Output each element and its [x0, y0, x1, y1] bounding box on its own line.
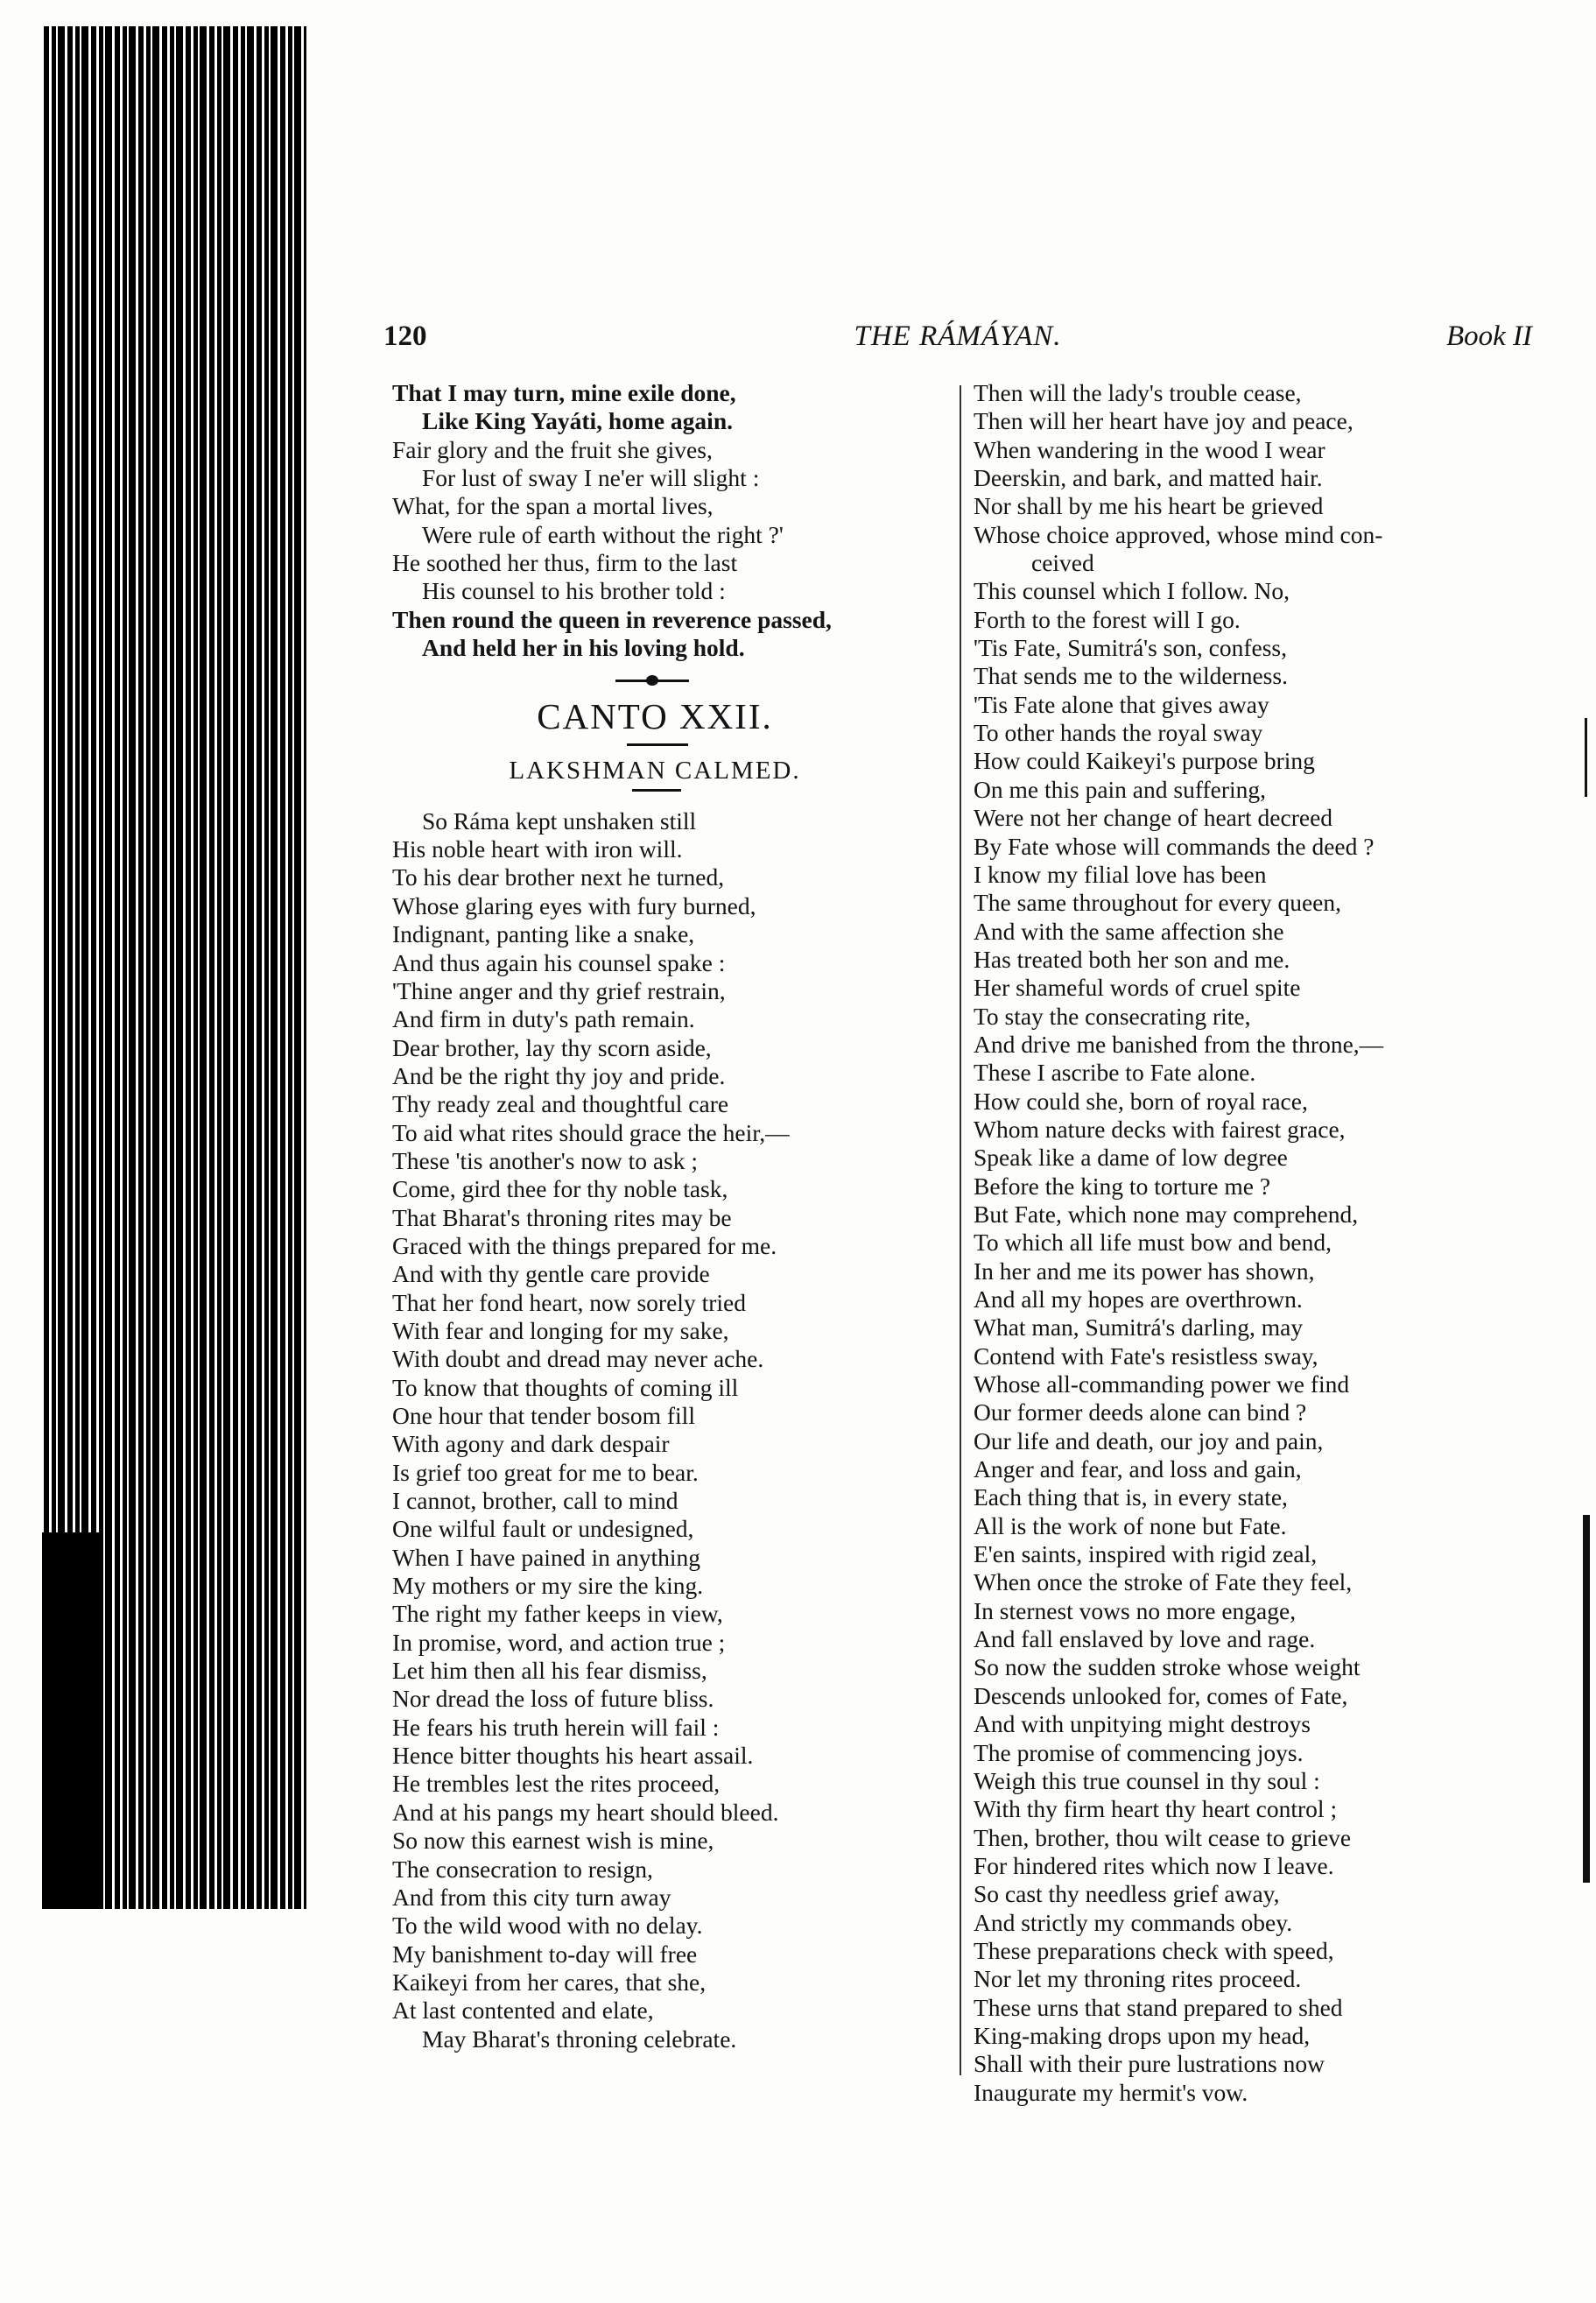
verse-line: How could she, born of royal race,	[974, 1087, 1308, 1115]
verse-line: Contend with Fate's resistless sway,	[974, 1342, 1318, 1370]
verse-line: And fall enslaved by love and rage.	[974, 1625, 1316, 1653]
verse-line: And from this city turn away	[392, 1883, 671, 1911]
verse-line: And strictly my commands obey.	[974, 1908, 1293, 1936]
verse-line: What, for the span a mortal lives,	[392, 492, 714, 520]
verse-line: With fear and longing for my sake,	[392, 1316, 729, 1344]
verse-line: Our former deeds alone can bind ?	[974, 1398, 1307, 1426]
verse-line: Descends unlooked for, comes of Fate,	[974, 1681, 1348, 1709]
verse-line: When wandering in the wood I wear	[974, 435, 1325, 463]
verse-line: Hence bitter thoughts his heart assail.	[392, 1742, 754, 1770]
canto-subtitle: LAKSHMAN CALMED.	[509, 757, 801, 785]
verse-block-top	[392, 379, 953, 662]
verse-line: Weigh this true counsel in thy soul :	[974, 1766, 1320, 1794]
verse-line: Fair glory and the fruit she gives,	[392, 435, 713, 463]
verse-line: Whom nature decks with fairest grace,	[974, 1115, 1346, 1143]
verse-line: All is the work of none but Fate.	[974, 1511, 1287, 1539]
verse-line: King-making drops upon my head,	[974, 2021, 1311, 2049]
page-header	[383, 315, 1532, 359]
verse-line: The right my father keeps in view,	[392, 1600, 723, 1628]
verse-line: I cannot, brother, call to mind	[392, 1487, 678, 1515]
verse-line: My mothers or my sire the king.	[392, 1572, 704, 1600]
verse-line: Nor dread the loss of future bliss.	[392, 1685, 714, 1713]
book-binding-shadow	[42, 1532, 103, 1909]
verse-line: Kaikeyi from her cares, that she,	[392, 1968, 707, 1996]
verse-line: Forth to the forest will I go.	[974, 605, 1241, 633]
verse-line: And be the right thy joy and pride.	[392, 1061, 726, 1089]
verse-line: How could Kaikeyi's purpose bring	[974, 747, 1315, 775]
verse-line: My banishment to-day will free	[392, 1940, 698, 1968]
verse-line: Each thing that is, in every state,	[974, 1483, 1288, 1511]
verse-line: The consecration to resign,	[392, 1855, 653, 1883]
verse-line: Were rule of earth without the right ?'	[422, 520, 784, 548]
column-divider	[960, 385, 961, 2075]
verse-line: He trembles lest the rites proceed,	[392, 1770, 721, 1798]
verse-line: Then will the lady's trouble cease,	[974, 379, 1302, 406]
verse-line: One hour that tender bosom fill	[392, 1402, 695, 1429]
subtitle-rule	[632, 789, 681, 792]
verse-line: With agony and dark despair	[392, 1430, 670, 1458]
verse-line: On me this pain and suffering,	[974, 775, 1267, 803]
verse-line: To aid what rites should grace the heir,—	[392, 1118, 790, 1146]
verse-line: Nor let my throning rites proceed.	[974, 1965, 1302, 1993]
verse-line: To the wild wood with no delay.	[392, 1912, 703, 1940]
verse-line: Graced with the things prepared for me.	[392, 1231, 777, 1259]
verse-line: So now this earnest wish is mine,	[392, 1827, 714, 1855]
verse-line: And thus again his counsel spake :	[392, 948, 726, 976]
verse-line: He fears his truth herein will fail :	[392, 1713, 720, 1741]
verse-line: Inaugurate my hermit's vow.	[974, 2078, 1248, 2106]
verse-line: At last contented and elate,	[392, 1997, 654, 2025]
verse-line: Speak like a dame of low degree	[974, 1144, 1288, 1172]
verse-line: These 'tis another's now to ask ;	[392, 1146, 699, 1174]
page-edge-mark	[1585, 718, 1587, 797]
verse-line: Has treated both her son and me.	[974, 945, 1290, 973]
verse-line: So now the sudden stroke whose weight	[974, 1653, 1360, 1681]
verse-line: Were not her change of heart decreed	[974, 804, 1333, 832]
verse-line: Whose glaring eyes with fury burned,	[392, 891, 756, 919]
verse-line: Is grief too great for me to bear.	[392, 1458, 699, 1486]
verse-line: That sends me to the wilderness.	[974, 662, 1288, 690]
verse-line: Then will her heart have joy and peace,	[974, 407, 1353, 435]
verse-line: What man, Sumitrá's darling, may	[974, 1313, 1304, 1342]
verse-line: Thy ready zeal and thoughtful care	[392, 1090, 729, 1118]
verse-line: Her shameful words of cruel spite	[974, 974, 1301, 1002]
verse-line: Like King Yayáti, home again.	[422, 407, 733, 435]
verse-line: And with unpitying might destroys	[974, 1710, 1311, 1738]
page-edge-mark	[1583, 1515, 1590, 1883]
verse-line: And with the same affection she	[974, 917, 1284, 945]
verse-line: Our life and death, our joy and pain,	[974, 1426, 1324, 1454]
verse-line: So cast thy needless grief away,	[974, 1880, 1280, 1908]
verse-line: These preparations check with speed,	[974, 1936, 1334, 1964]
verse-line: That I may turn, mine exile done,	[392, 379, 736, 406]
verse-line: May Bharat's throning celebrate.	[422, 2025, 737, 2053]
section-ornament	[615, 680, 689, 682]
verse-line: Come, gird thee for thy noble task,	[392, 1175, 728, 1203]
verse-line: Indignant, panting like a snake,	[392, 920, 695, 948]
verse-line: With thy firm heart thy heart control ;	[974, 1795, 1338, 1823]
title-rule	[627, 743, 688, 746]
verse-line: To which all life must bow and bend,	[974, 1229, 1332, 1257]
verse-line: Then round the queen in reverence passed,	[392, 605, 832, 633]
verse-line: Deerskin, and bark, and matted hair.	[974, 464, 1323, 492]
verse-line: Let him then all his fear dismiss,	[392, 1657, 707, 1685]
verse-line: But Fate, which none may comprehend,	[974, 1200, 1359, 1228]
verse-line: And held her in his loving hold.	[422, 634, 745, 662]
verse-line: So Ráma kept unshaken still	[422, 806, 697, 835]
verse-line: Shall with their pure lustrations now	[974, 2050, 1325, 2078]
verse-line: 'Tis Fate, Sumitrá's son, confess,	[974, 634, 1288, 662]
page-number: 120	[383, 320, 427, 352]
verse-line: E'en saints, inspired with rigid zeal,	[974, 1540, 1318, 1568]
verse-line: 'Tis Fate alone that gives away	[974, 690, 1269, 718]
verse-line: ceived	[1031, 549, 1094, 577]
verse-line: Nor shall by me his heart be grieved	[974, 492, 1324, 520]
canto-title: CANTO XXII.	[537, 696, 773, 737]
verse-line: The same throughout for every queen,	[974, 889, 1341, 917]
verse-line: To his dear brother next he turned,	[392, 863, 725, 891]
verse-line: For lust of sway I ne'er will slight :	[422, 464, 760, 492]
verse-line: His noble heart with iron will.	[392, 835, 683, 863]
verse-line: And with thy gentle care provide	[392, 1260, 710, 1288]
verse-line: That her fond heart, now sorely tried	[392, 1288, 746, 1316]
verse-line: One wilful fault or undesigned,	[392, 1515, 694, 1543]
verse-line: He soothed her thus, firm to the last	[392, 549, 738, 577]
verse-line: Whose choice approved, whose mind con-	[974, 520, 1383, 548]
verse-line: In sternest vows no more engage,	[974, 1596, 1297, 1624]
book-label: Book II	[1445, 320, 1532, 352]
verse-line: Whose all-commanding power we find	[974, 1370, 1350, 1398]
verse-line: Before the king to torture me ?	[974, 1172, 1271, 1200]
verse-line: Dear brother, lay thy scorn aside,	[392, 1033, 712, 1061]
verse-block-canto	[392, 807, 953, 2053]
verse-line: And firm in duty's path remain.	[392, 1005, 695, 1033]
verse-line: This counsel which I follow. No,	[974, 577, 1290, 605]
verse-line: 'Thine anger and thy grief restrain,	[392, 976, 726, 1004]
verse-line: These I ascribe to Fate alone.	[974, 1059, 1256, 1087]
verse-line: These urns that stand prepared to shed	[974, 1993, 1343, 2021]
verse-line: That Bharat's throning rites may be	[392, 1203, 732, 1231]
verse-line: When I have pained in anything	[392, 1543, 701, 1571]
verse-block-right	[974, 379, 1543, 2107]
verse-line: I know my filial love has been	[974, 860, 1267, 888]
verse-line: The promise of commencing joys.	[974, 1738, 1304, 1766]
right-column	[974, 379, 1543, 2107]
verse-line: For hindered rites which now I leave.	[974, 1851, 1334, 1879]
verse-line: With doubt and dread may never ache.	[392, 1345, 764, 1373]
verse-line: Anger and fear, and loss and gain,	[974, 1455, 1302, 1483]
verse-line: In her and me its power has shown,	[974, 1257, 1315, 1285]
verse-line: His counsel to his brother told :	[422, 577, 726, 605]
left-column	[392, 379, 953, 2053]
verse-line: By Fate whose will commands the deed ?	[974, 832, 1375, 860]
verse-line: To stay the consecrating rite,	[974, 1002, 1251, 1030]
verse-line: And drive me banished from the throne,—	[974, 1030, 1384, 1058]
verse-line: Then, brother, thou wilt cease to grieve	[974, 1823, 1352, 1851]
verse-line: To know that thoughts of coming ill	[392, 1373, 739, 1401]
verse-line: To other hands the royal sway	[974, 719, 1263, 747]
verse-line: And at his pangs my heart should bleed.	[392, 1798, 779, 1826]
verse-line: When once the stroke of Fate they feel,	[974, 1568, 1353, 1596]
running-title: THE RÁMÁYAN.	[854, 320, 1062, 352]
verse-line: And all my hopes are overthrown.	[974, 1285, 1303, 1313]
verse-line: In promise, word, and action true ;	[392, 1628, 726, 1656]
